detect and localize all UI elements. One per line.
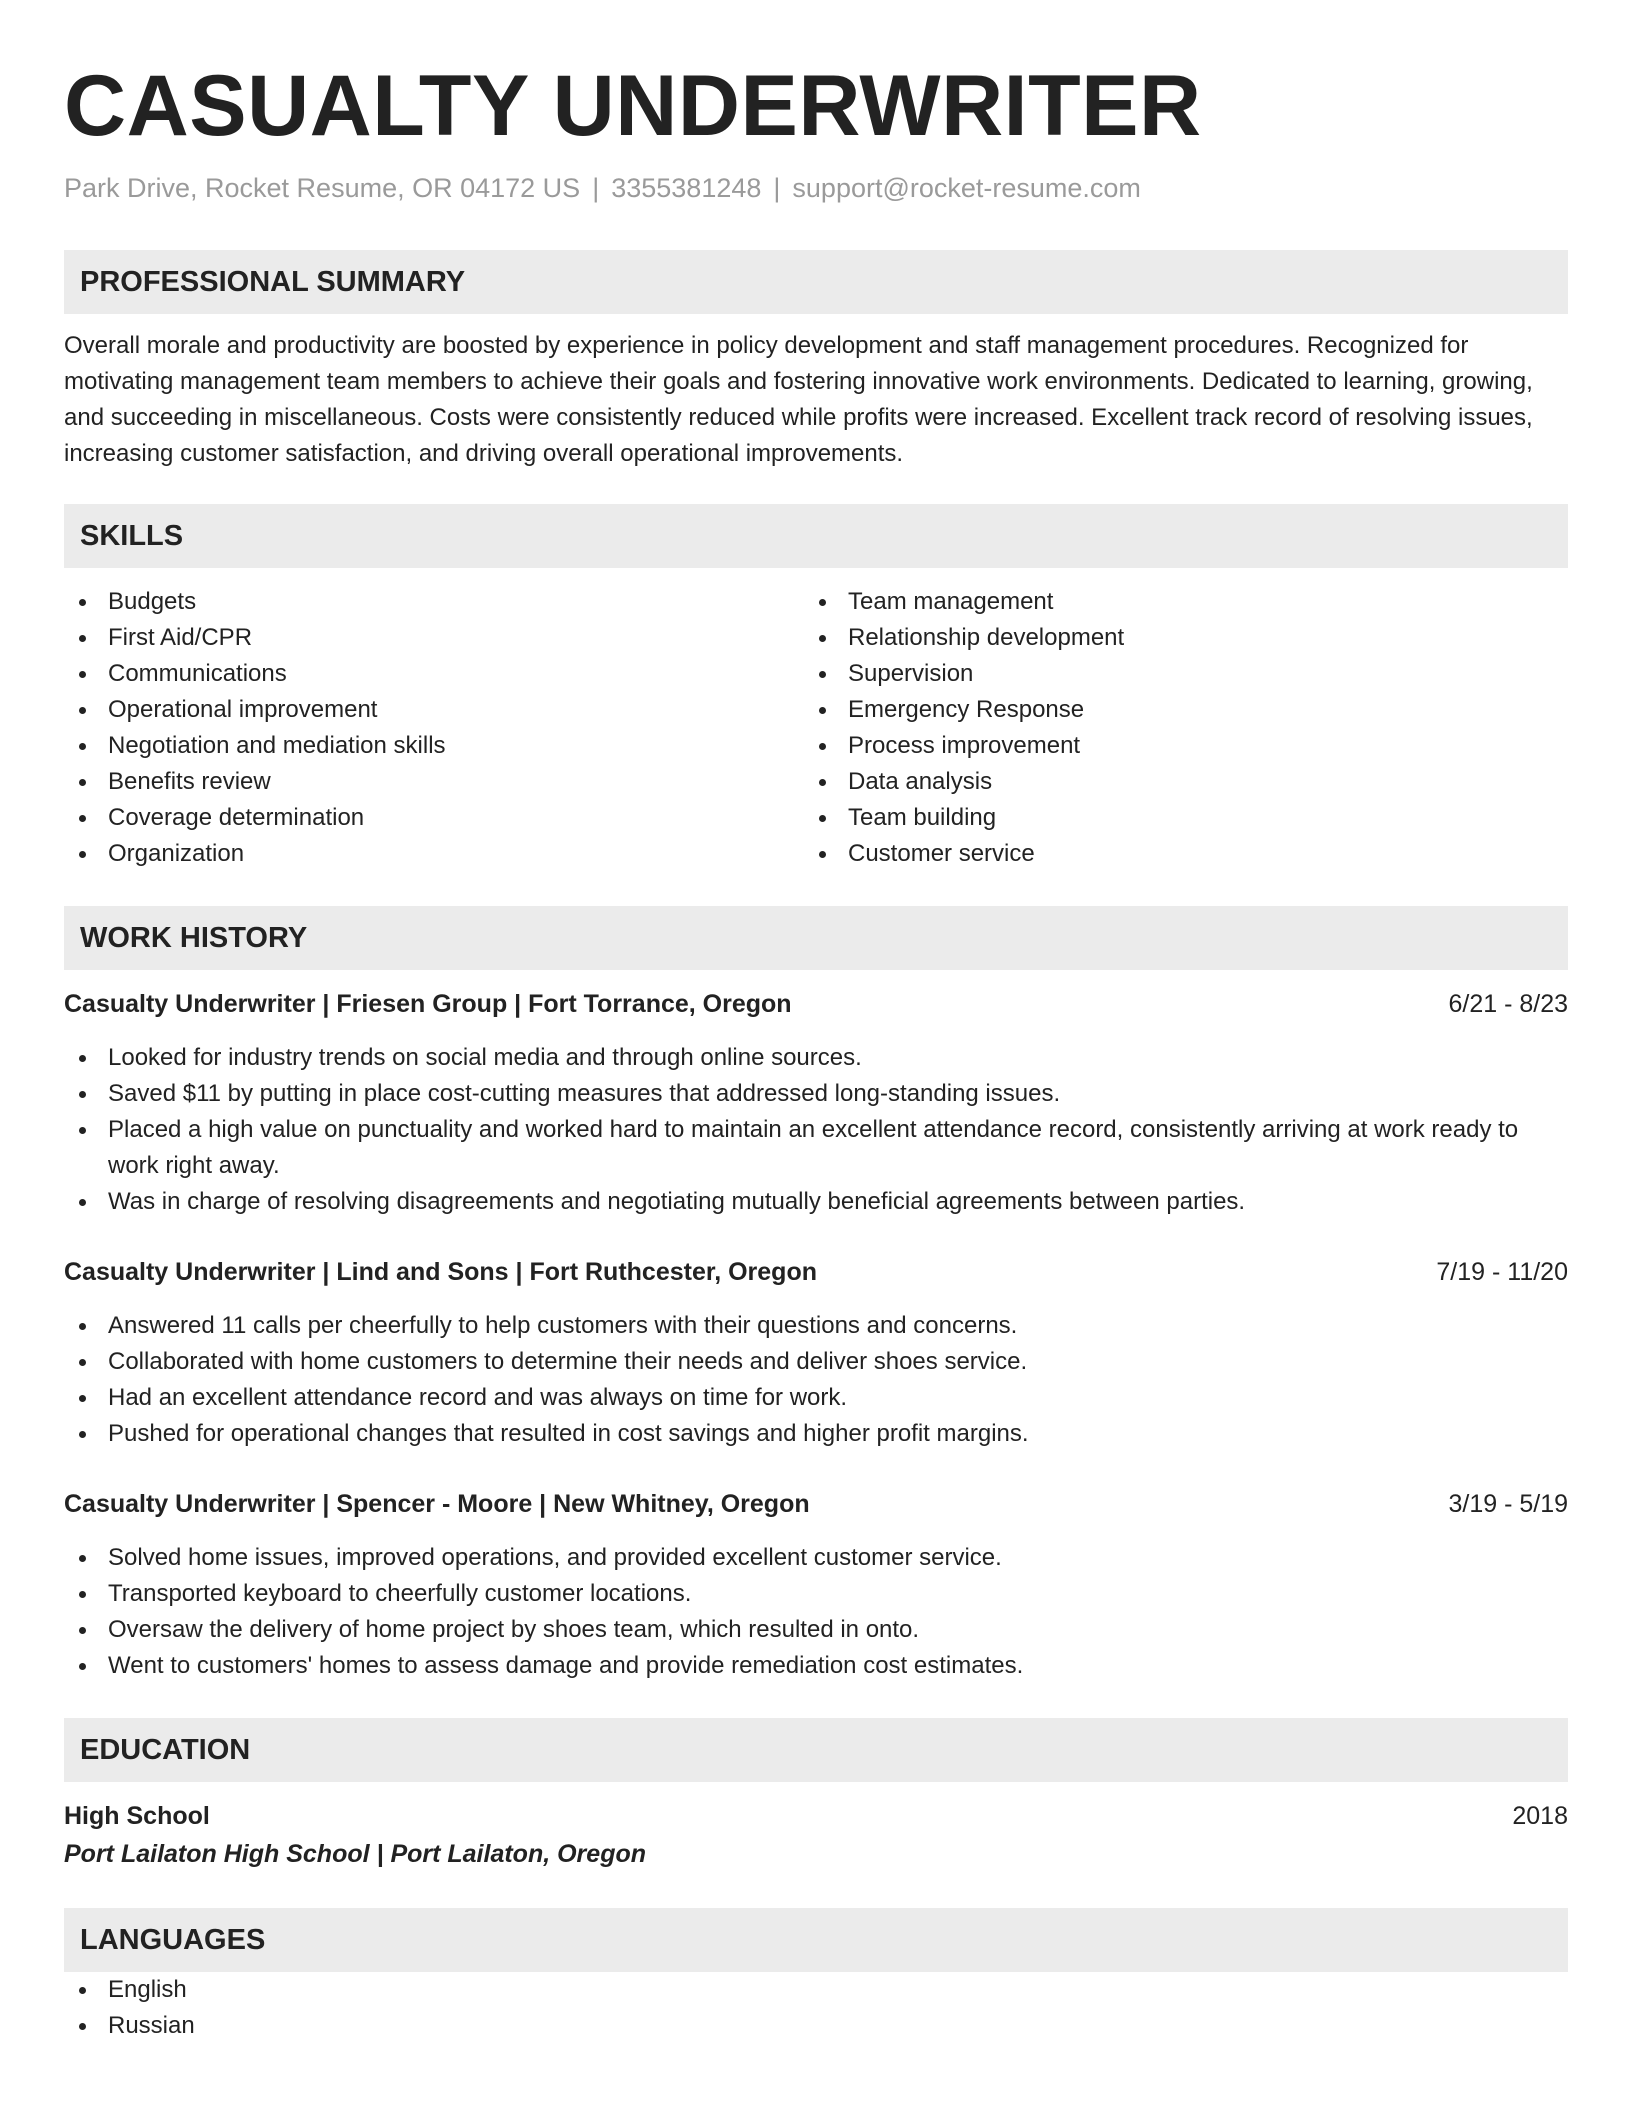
skill-item: Emergency Response [804, 692, 1544, 728]
summary-text: Overall morale and productivity are boosted by experience in policy development and staff management procedures. Recognized for motivating management team members to achieve their goals and fostering innovative work environments. Dedicated to learning, growing, and succeeding in miscellaneous. Costs were consistently reduced while profits were increased. Excellent track record of resolving issues, increasing customer satisfaction, and driving overall operational improvements. [64, 332, 1533, 467]
job-bullets [64, 1308, 1568, 1452]
skill-item: First Aid/CPR [64, 620, 804, 656]
skills-list [64, 584, 1568, 872]
job-header [64, 1254, 1568, 1290]
job-dates: 6/21 - 8/23 [1448, 990, 1568, 1018]
section-header-summary: PROFESSIONAL SUMMARY [64, 250, 1568, 314]
job-bullet: Went to customers' homes to assess damage and provide remediation cost estimates. [64, 1648, 1568, 1684]
skill-item: Team building [804, 800, 1544, 836]
job-dates: 7/19 - 11/20 [1436, 1258, 1568, 1286]
contact-separator: | [773, 173, 781, 203]
education-header [64, 1798, 1568, 1834]
job-bullet: Solved home issues, improved operations, and provided excellent customer service. [64, 1540, 1568, 1576]
skill-item: Team management [804, 584, 1544, 620]
skill-item: Benefits review [64, 764, 804, 800]
language-item: Russian [64, 2008, 1568, 2044]
education-entry [64, 1798, 1568, 1874]
job-bullet: Pushed for operational changes that resulted in cost savings and higher profit margins. [64, 1416, 1568, 1452]
skill-item: Process improvement [804, 728, 1544, 764]
skill-item: Negotiation and mediation skills [64, 728, 804, 764]
section-header-education: EDUCATION [64, 1718, 1568, 1782]
education-year: 2018 [1512, 1802, 1568, 1830]
job-bullet: Transported keyboard to cheerfully customer locations. [64, 1576, 1568, 1612]
language-item: English [64, 1972, 1568, 2008]
job-bullets [64, 1040, 1568, 1220]
job-entry [64, 986, 1568, 1220]
contact-address: Park Drive, Rocket Resume, OR 04172 US [64, 173, 581, 203]
job-bullet: Oversaw the delivery of home project by shoes team, which resulted in onto. [64, 1612, 1568, 1648]
job-dates: 3/19 - 5/19 [1448, 1490, 1568, 1518]
job-bullet: Had an excellent attendance record and was always on time for work. [64, 1380, 1568, 1416]
education-degree: High School [64, 1802, 210, 1830]
job-header [64, 986, 1568, 1022]
skill-item: Budgets [64, 584, 804, 620]
languages-list [64, 1972, 1568, 2044]
job-title: Casualty Underwriter | Friesen Group | Fort Torrance, Oregon [64, 990, 792, 1018]
skill-item: Customer service [804, 836, 1544, 872]
section-header-skills: SKILLS [64, 504, 1568, 568]
job-bullet: Collaborated with home customers to determine their needs and deliver shoes service. [64, 1344, 1568, 1380]
contact-email: support@rocket-resume.com [792, 173, 1141, 203]
skill-item: Supervision [804, 656, 1544, 692]
job-bullet: Was in charge of resolving disagreements and negotiating mutually beneficial agreements between parties. [64, 1184, 1568, 1220]
resume-name: CASUALTY UNDERWRITER [64, 58, 1202, 154]
job-header [64, 1486, 1568, 1522]
job-entry [64, 1254, 1568, 1452]
job-bullet: Answered 11 calls per cheerfully to help customers with their questions and concerns. [64, 1308, 1568, 1344]
skill-item: Organization [64, 836, 804, 872]
job-entry [64, 1486, 1568, 1684]
section-header-languages: LANGUAGES [64, 1908, 1568, 1972]
skill-item: Coverage determination [64, 800, 804, 836]
job-title: Casualty Underwriter | Spencer - Moore | New Whitney, Oregon [64, 1490, 810, 1518]
skills-column-right [804, 584, 1544, 872]
job-bullet: Looked for industry trends on social media and through online sources. [64, 1040, 1568, 1076]
skills-column-left [64, 584, 804, 872]
job-bullet: Placed a high value on punctuality and worked hard to maintain an excellent attendance record, consistently arriving at work ready to work right away. [64, 1112, 1568, 1184]
job-bullets [64, 1540, 1568, 1684]
job-title: Casualty Underwriter | Lind and Sons | Fort Ruthcester, Oregon [64, 1258, 817, 1286]
contact-separator: | [592, 173, 600, 203]
contact-line [64, 170, 1568, 206]
skill-item: Relationship development [804, 620, 1544, 656]
job-bullet: Saved $11 by putting in place cost-cutting measures that addressed long-standing issues. [64, 1076, 1568, 1112]
contact-phone: 3355381248 [611, 173, 762, 203]
skill-item: Communications [64, 656, 804, 692]
skill-item: Data analysis [804, 764, 1544, 800]
section-header-work-history: WORK HISTORY [64, 906, 1568, 970]
skill-item: Operational improvement [64, 692, 804, 728]
education-school: Port Lailaton High School | Port Lailaton, Oregon [64, 1840, 647, 1868]
